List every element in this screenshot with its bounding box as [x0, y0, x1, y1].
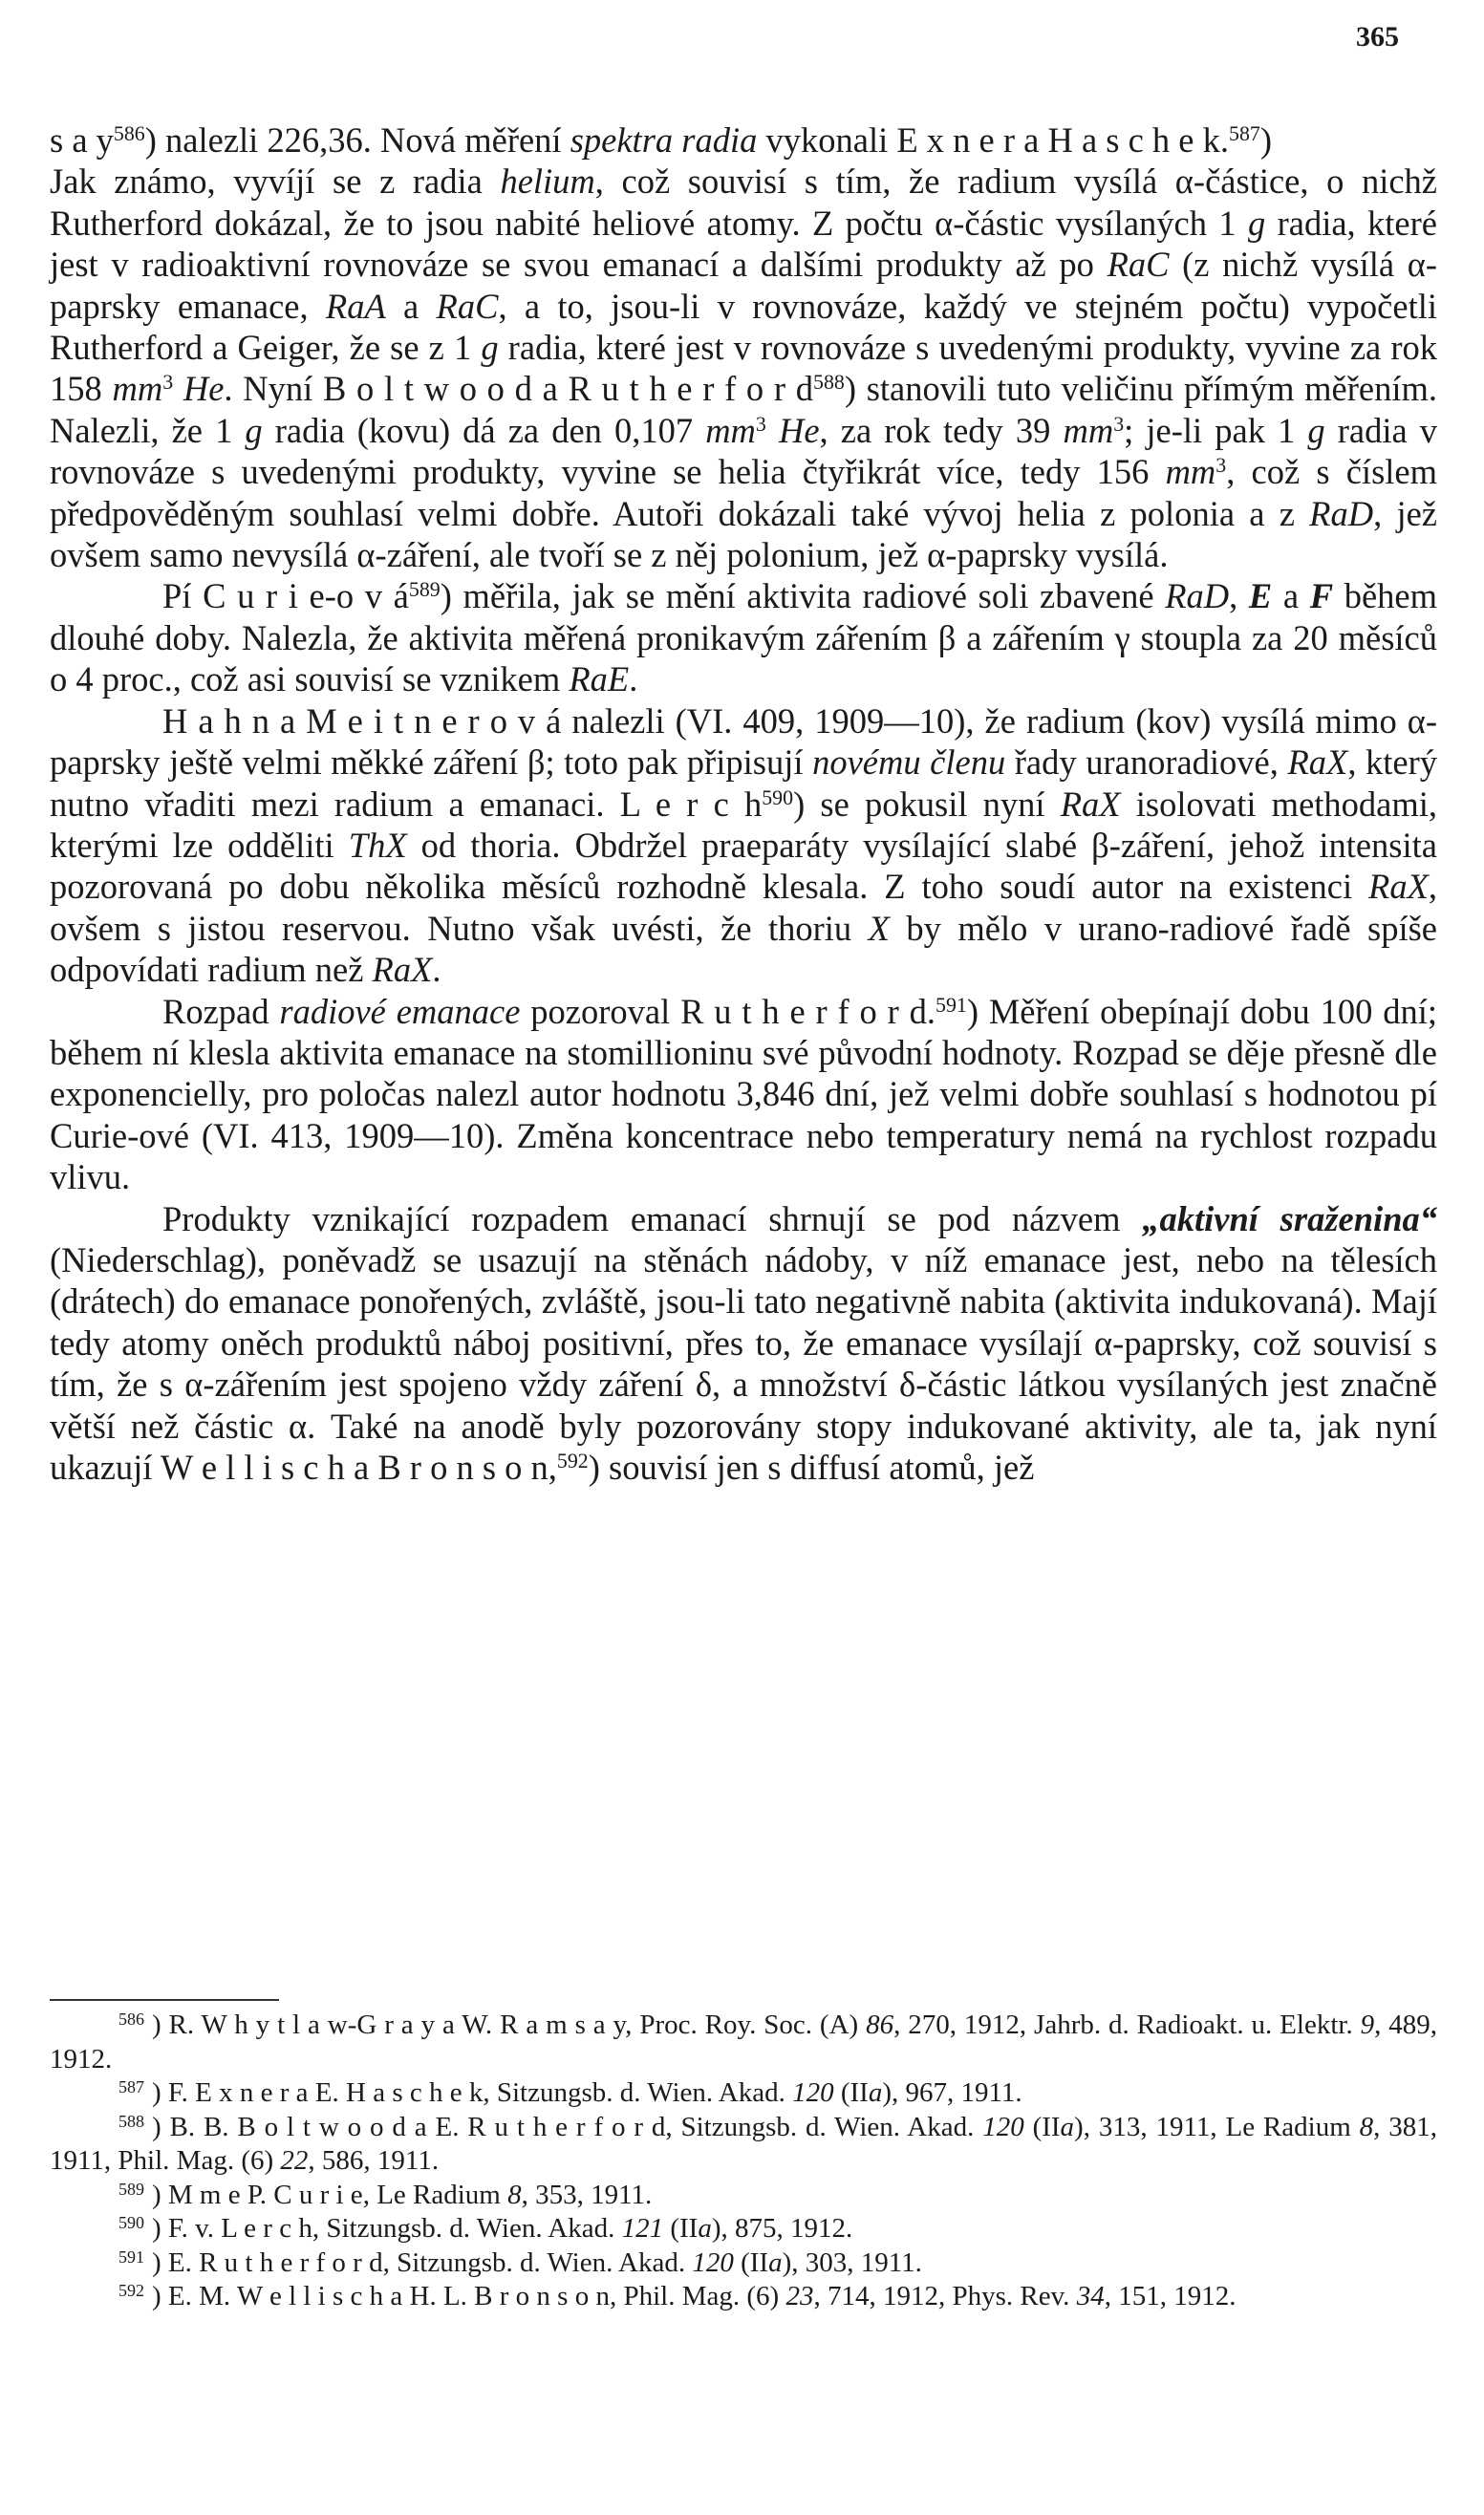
footnote-ref: 588	[813, 370, 845, 395]
footnote-588: $^{588}$ ) B. B. B o l t w o o d a E. R u t h e r f o r d, Sitzungsb. d. Wien. Akad. 120 (IIa), 313, 1911, Le Radium 8, 381, 1911, Phil. Mag. (6) 22, 586, 1911.	[50, 2111, 1438, 2176]
paragraph-1: s a $y^{586}$) nalezli 226,36. Nová měření spektra radia vykonali E x n e r a H a s c h e k.$^{587}$)	[50, 120, 1273, 160]
footnote-589: $^{589}$ ) M m e P. C u r i e, Le Radium 8, 353, 1911.	[118, 2179, 653, 2210]
footnote-591: $^{591}$ ) E. R u t h e r f o r d, Sitzungsb. d. Wien. Akad. 120 (IIa), 303, 1911.	[118, 2246, 922, 2278]
body-text	[50, 119, 1437, 1488]
footnote-586: $^{586}$ ) R. W h y t l a w-G r a y a W. R a m s a y, Proc. Roy. Soc. (A) 86, 270, 1912, Jahrb. d. Radioakt. u. Elektr. 9, 489, 1912.	[50, 2010, 1438, 2074]
paragraph-5: Rozpad radiové emanace pozoroval R u t h e r f o r d.$^{591}$) Měření obepínají dobu 100 dní; během ní klesla aktivita emanace na stomillioninu své původní hodnoty. Rozpad se děje přesně dle exponencielly, pro poločas nalezl autor hodnotu 3,846 dní, jež velmi dobře souhlasí s hodnotou pí Curie-ové (VI. 413, 1909—10). Změna koncentrace nebo temperatury nemá na rychlost rozpadu vlivu.	[50, 991, 1437, 1197]
footnote-ref: 590	[762, 785, 794, 809]
footnote-ref: 589	[408, 577, 441, 602]
paragraph-6: Produkty vznikající rozpadem emanací shrnují se pod názvem „aktivní sraženina“ (Niederschlag), poněvadž se usazují na stěnách nádoby, v níž emanace jest, nebo na tělesích (drátech) do emanace ponořených, zvláště, jsou-li tato negativně nabita (aktivita indukovaná). Mají tedy atomy oněch produktů náboj positivní, přes to, že emanace vysílají α-paprsky, což souvisí s tím, že s α-zářením jest spojeno vždy záření δ, a množství δ-částic látkou vysílaných jest značně větší než částic α. Také na anodě byly pozorovány stopy indukované aktivity, ale ta, jak nyní ukazují W e l l i s c h a B r o n s o n,$^{592}$) souvisí jen s diffusí atomů, jež	[50, 1198, 1437, 1487]
page-number: 365	[1356, 21, 1399, 53]
footnote-ref: 592	[556, 1448, 589, 1472]
footnotes	[50, 2009, 1437, 2314]
paragraph-2: Jak známo, vyvíjí se z radia helium, což souvisí s tím, že radium vysílá α-částice, o nichž Rutherford dokázal, že to jsou nabité heliové atomy. Z počtu α-částic vysílaných 1 g radia, které jest v radioaktivní rovnováze se svou emanací a dalšími produkty až po RaC (z nichž vysílá α-paprsky emanace, RaA a RaC, a to, jsou-li v rovnováze, každý ve stejném počtu) vypočetli Rutherford a Geiger, že se z 1 g radia, které jest v rovnováze s uvedenými produkty, vyvine za rok 158 $mm^3$ He. Nyní B o l t w o o d a R u t h e r f o r $d^{588}$) stanovili tuto veličinu přímým měřením. Nalezli, že 1 g radia (kovu) dá za den 0,107 $mm^3$ He, za rok tedy 39 $mm^3$; je-li pak 1 g radia v rovnováze s uvedenými produkty, vyvine se helia čtyřikrát více, tedy 156 $mm^3$, což s číslem předpověděným souhlasí velmi dobře. Autoři dokázali také vývoj helia z polonia a z RaD, jež ovšem samo nevysílá α-záření, ale tvoří se z něj polonium, jež α-paprsky vysílá.	[50, 161, 1438, 575]
paragraph-3: Pí C u r i e-o v $á^{589}$) měřila, jak se mění aktivita radiové soli zbavené RaD, E a F během dlouhé doby. Nalezla, že aktivita měřená pronikavým zářením β a zářením γ stoupla za 20 měsíců o 4 proc., což asi souvisí se vznikem RaE.	[50, 576, 1437, 699]
footnote-592: $^{592}$ ) E. M. W e l l i s c h a H. L. B r o n s o n, Phil. Mag. (6) 23, 714, 1912, Phys. Rev. 34, 151, 1912.	[118, 2281, 1237, 2311]
footnote-ref: 587	[1229, 120, 1260, 145]
footnote-590: $^{590}$ ) F. v. L e r c h, Sitzungsb. d. Wien. Akad. 121 (IIa), 875, 1912.	[118, 2213, 853, 2244]
footnote-587: $^{587}$ ) F. E x n e r a E. H a s c h e k, Sitzungsb. d. Wien. Akad. 120 (IIa), 967, 1911.	[118, 2077, 1022, 2108]
footnote-ref: 591	[936, 992, 967, 1017]
footnote-divider	[50, 1999, 279, 2001]
footnote-ref: 586	[113, 120, 145, 145]
paragraph-4: H a h n a M e i t n e r o v á nalezli (VI. 409, 1909—10), že radium (kov) vysílá mimo α-paprsky ještě velmi měkké záření β; toto pak připisují novému členu řady uranoradiové, RaX, který nutno vřaditi mezi radium a emanaci. L e r c $h^{590}$) se pokusil nyní RaX isolovati methodami, kterými lze odděliti ThX od thoria. Obdržel praeparáty vysílající slabé β-záření, jehož intensita pozorovaná po dobu několika měsíců rozhodně klesala. Z toho soudí autor na existenci RaX, ovšem s jistou reservou. Nutno však uvésti, že thoriu X by mělo v urano-radiové řadě spíše odpovídati radium než RaX.	[50, 700, 1438, 990]
